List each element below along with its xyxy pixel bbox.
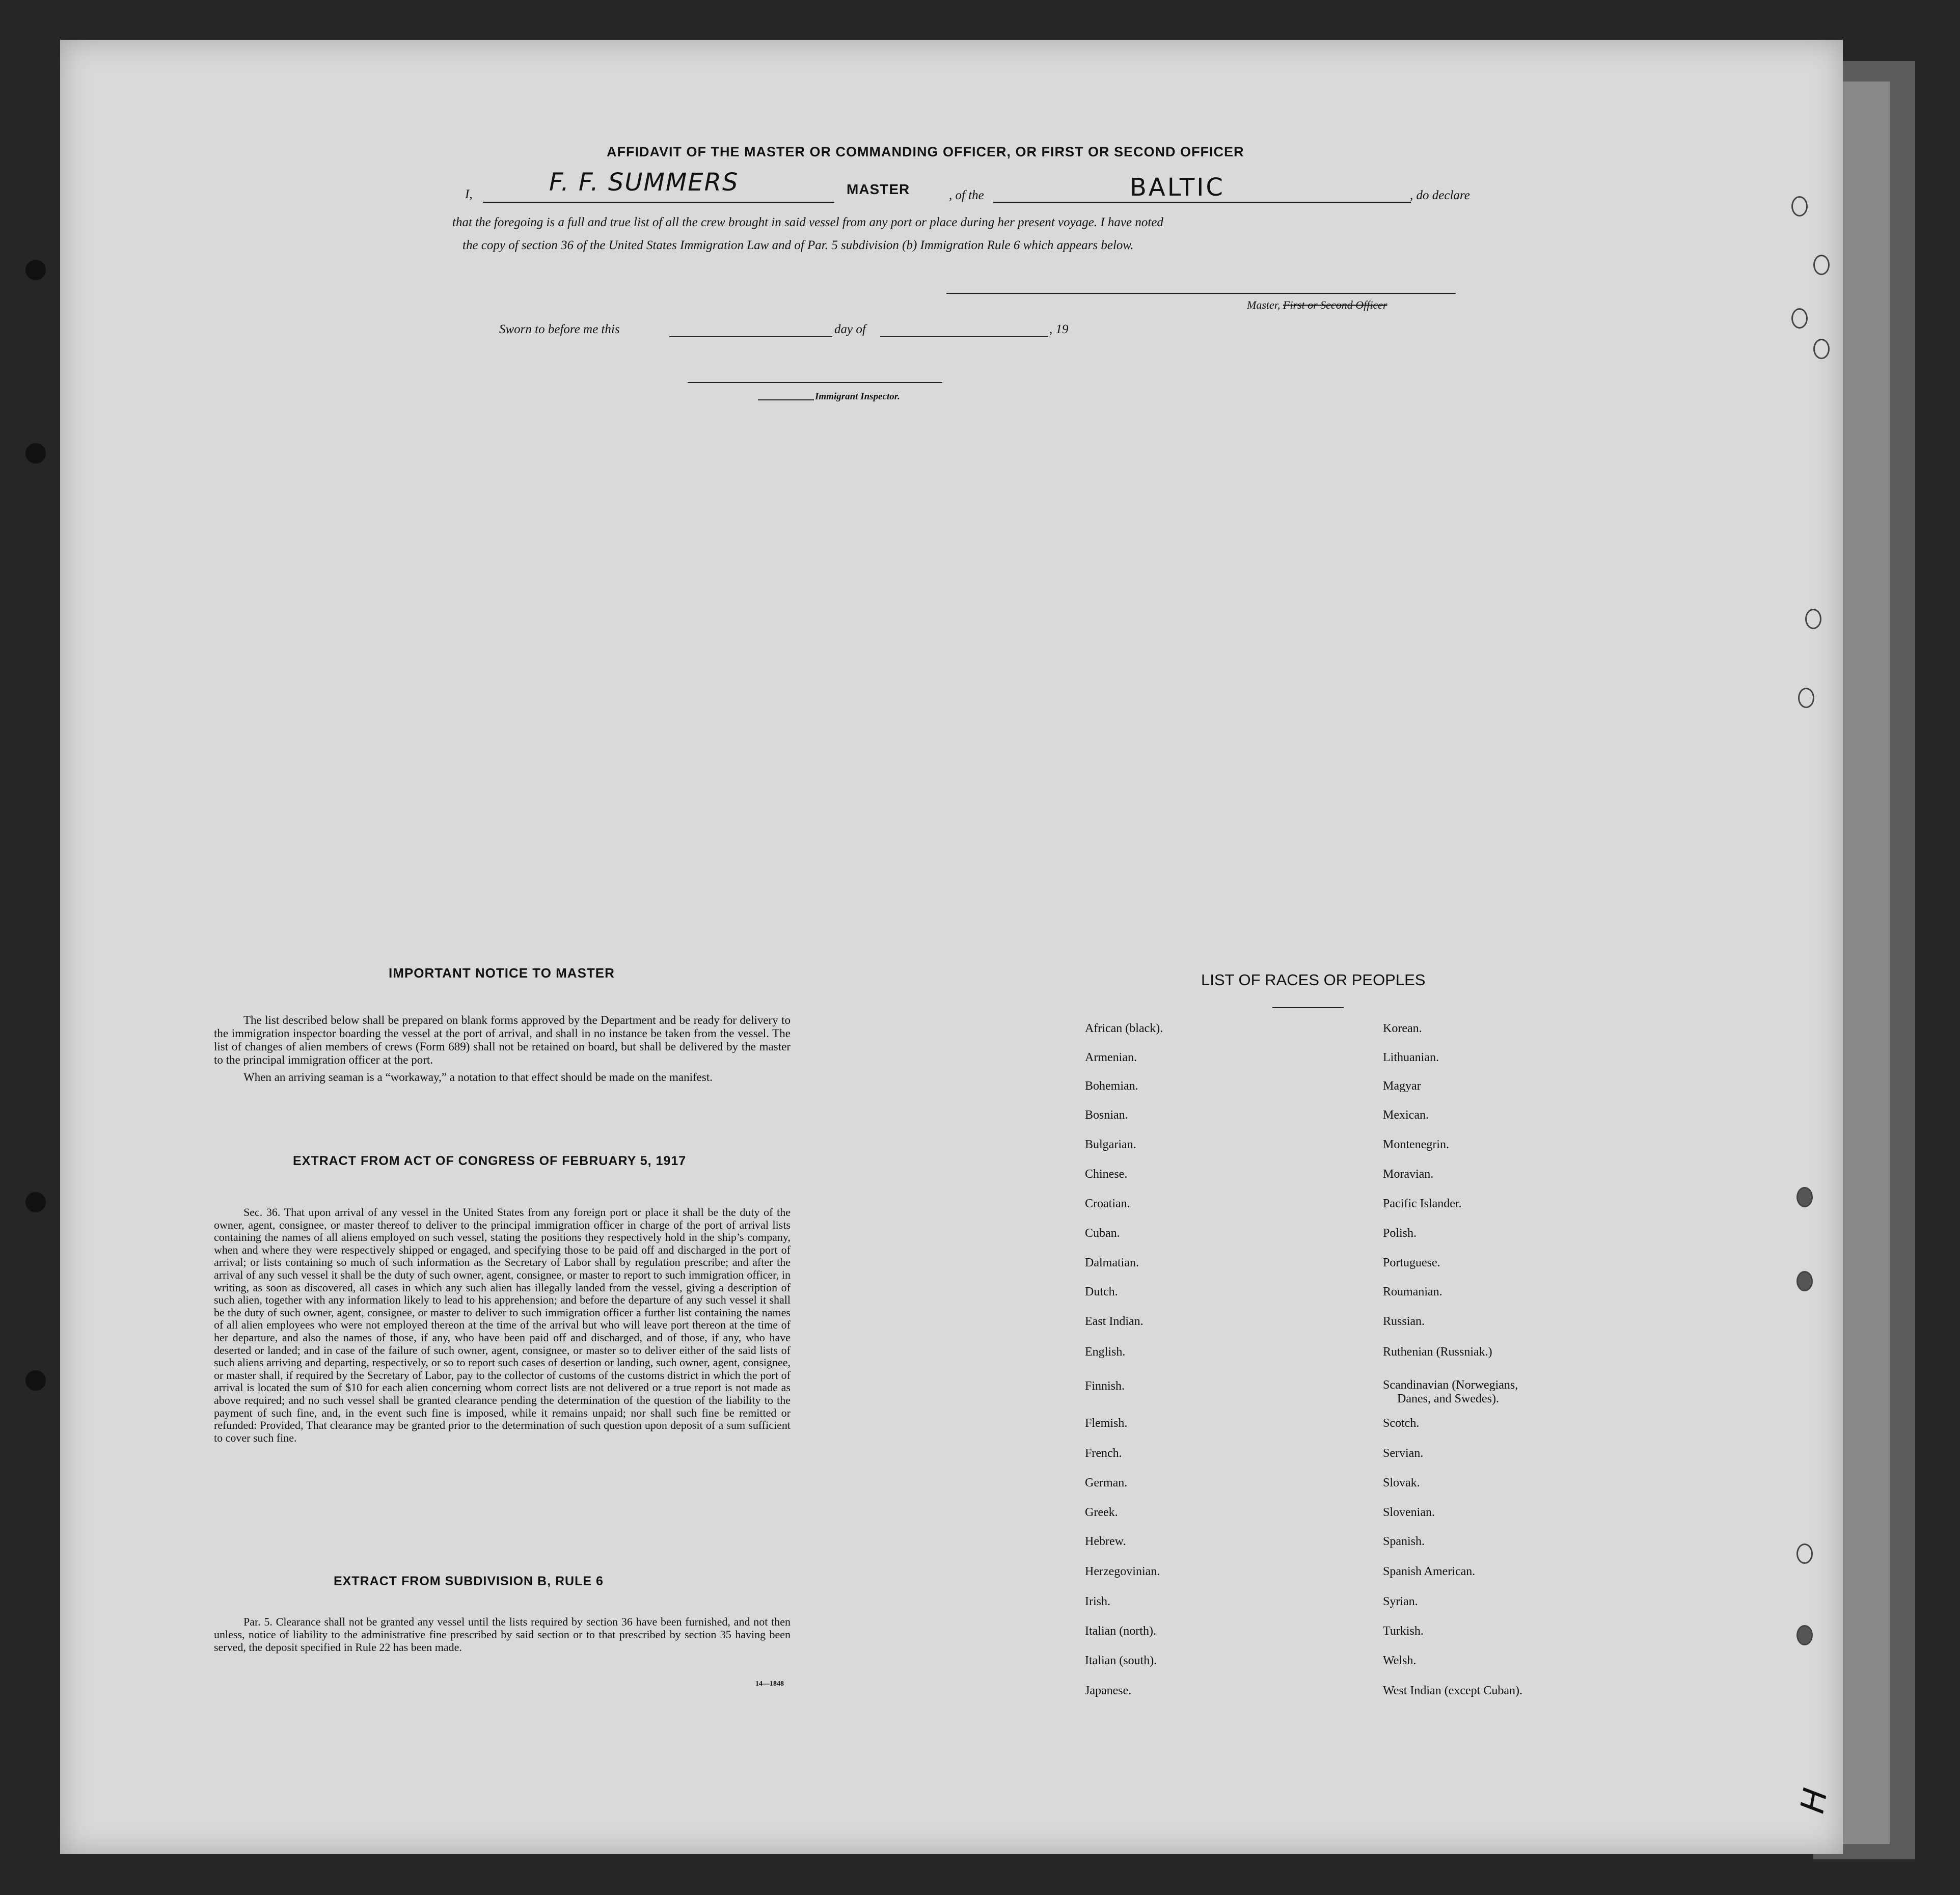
- race-item: Herzegovinian.: [1085, 1565, 1160, 1578]
- race-item: Polish.: [1383, 1227, 1417, 1240]
- race-item: Servian.: [1383, 1447, 1424, 1460]
- notice-paragraph-1: The list described below shall be prepared on blank forms approved by the Department and be ready for delivery to the immigration inspector boarding the vessel at the port of arrival, and shall in no instance be taken from the vessel. The list of changes of alien members of crews (Form 689) shall not be retained on board, but shall be delivered by the master to the principal immigration officer at the port.: [214, 1014, 791, 1066]
- race-item: Lithuanian.: [1383, 1051, 1439, 1064]
- binder-hole: [1798, 688, 1814, 708]
- race-item: Mexican.: [1383, 1108, 1429, 1122]
- margin-mark: H: [1793, 1785, 1835, 1817]
- race-item: Spanish American.: [1383, 1565, 1476, 1578]
- binder-hole: [1796, 1187, 1813, 1207]
- race-item: Syrian.: [1383, 1595, 1418, 1608]
- master-name: F. F. SUMMERS: [549, 168, 739, 197]
- sworn-year: , 19: [1049, 322, 1069, 336]
- race-item: Hebrew.: [1085, 1535, 1126, 1548]
- punch-hole: [25, 1192, 46, 1212]
- race-item: Slovak.: [1383, 1476, 1420, 1490]
- race-item: German.: [1085, 1476, 1128, 1490]
- race-item: Moravian.: [1383, 1168, 1434, 1181]
- sworn-day-label: day of: [834, 322, 866, 336]
- race-item: Turkish.: [1383, 1625, 1424, 1638]
- race-item: French.: [1085, 1447, 1122, 1460]
- affidavit-line-3: the copy of section 36 of the United States Immigration Law and of Par. 5 subdivision (b) Immigration Rule 6 which appears below.: [462, 238, 1134, 252]
- notice-paragraph-2: When an arriving seaman is a “workaway,” a notation to that effect should be made on the manifest.: [243, 1071, 713, 1084]
- race-item: Montenegrin.: [1383, 1138, 1449, 1151]
- name-line: [483, 202, 834, 203]
- race-item: West Indian (except Cuban).: [1383, 1684, 1522, 1697]
- punch-hole: [25, 1370, 46, 1391]
- signature-line: [946, 293, 1456, 294]
- vessel-name: BALTIC: [1130, 173, 1225, 202]
- race-item: Scandinavian (Norwegians,: [1383, 1378, 1518, 1392]
- sworn-month-line: [880, 336, 1048, 337]
- race-item: Dalmatian.: [1085, 1256, 1139, 1269]
- race-item: Russian.: [1383, 1315, 1425, 1328]
- document-page: [60, 40, 1843, 1854]
- race-item: Chinese.: [1085, 1168, 1128, 1181]
- binder-hole: [1813, 339, 1830, 359]
- race-item: Slovenian.: [1383, 1506, 1435, 1519]
- race-item: Roumanian.: [1383, 1285, 1442, 1298]
- race-item: Irish.: [1085, 1595, 1110, 1608]
- race-item: Portuguese.: [1383, 1256, 1440, 1269]
- race-item: Armenian.: [1085, 1051, 1137, 1064]
- affidavit-line-2: that the foregoing is a full and true list of all the crew brought in said vessel from any port or place during her present voyage. I have noted: [452, 215, 1163, 229]
- affidavit-title: AFFIDAVIT OF THE MASTER OR COMMANDING OFFICER, OR FIRST OR SECOND OFFICER: [607, 144, 1244, 159]
- inspector-lead-line: [758, 399, 814, 400]
- signature-caption: Master, First or Second Officer: [1247, 299, 1387, 311]
- races-title-rule: [1272, 1007, 1344, 1008]
- of-the-text: , of the: [949, 188, 984, 202]
- binder-hole: [1805, 609, 1821, 629]
- race-item: Flemish.: [1085, 1417, 1128, 1430]
- binder-hole: [1796, 1625, 1813, 1645]
- race-item-continuation: Danes, and Swedes).: [1397, 1392, 1499, 1405]
- binder-hole: [1796, 1271, 1813, 1291]
- race-item: Bosnian.: [1085, 1108, 1128, 1122]
- extract-rule-body: [214, 1615, 791, 1658]
- affidavit-i-prefix: I,: [465, 187, 473, 201]
- inspector-signature-line: [688, 382, 942, 383]
- extract-act-title: EXTRACT FROM ACT OF CONGRESS OF FEBRUARY 5, 1917: [293, 1154, 687, 1168]
- vessel-line: [993, 202, 1411, 203]
- race-item: East Indian.: [1085, 1315, 1144, 1328]
- binder-hole: [1796, 1544, 1813, 1564]
- binder-hole: [1791, 196, 1808, 216]
- race-item: African (black).: [1085, 1022, 1163, 1035]
- sworn-text: Sworn to before me this: [499, 322, 620, 336]
- race-item: Bulgarian.: [1085, 1138, 1136, 1151]
- binder-hole: [1791, 308, 1808, 329]
- race-item: Italian (north).: [1085, 1625, 1156, 1638]
- race-item: Japanese.: [1085, 1684, 1132, 1697]
- race-item: Greek.: [1085, 1506, 1118, 1519]
- do-declare-text: , do declare: [1410, 188, 1470, 202]
- notice-title: IMPORTANT NOTICE TO MASTER: [389, 965, 615, 981]
- extract-rule-title: EXTRACT FROM SUBDIVISION B, RULE 6: [334, 1574, 604, 1588]
- extract-act-body: [214, 1206, 791, 1448]
- race-item: Italian (south).: [1085, 1654, 1157, 1667]
- race-item: Welsh.: [1383, 1654, 1417, 1667]
- race-item: Bohemian.: [1085, 1079, 1138, 1093]
- binder-hole: [1813, 255, 1830, 275]
- bleed-through-area: [285, 416, 1813, 951]
- race-item: Ruthenian (Russniak.): [1383, 1345, 1492, 1359]
- races-title: LIST OF RACES OR PEOPLES: [1201, 971, 1426, 989]
- race-item: Scotch.: [1383, 1417, 1420, 1430]
- race-item: Finnish.: [1085, 1379, 1125, 1393]
- sworn-day-line: [669, 336, 832, 337]
- inspector-label: Immigrant Inspector.: [815, 391, 900, 402]
- race-item: Dutch.: [1085, 1285, 1118, 1298]
- punch-hole: [25, 260, 46, 280]
- race-item: Croatian.: [1085, 1197, 1130, 1210]
- race-item: Spanish.: [1383, 1535, 1425, 1548]
- race-item: Cuban.: [1085, 1227, 1120, 1240]
- rank-label: MASTER: [847, 181, 910, 197]
- punch-hole: [25, 443, 46, 464]
- extract-act-paragraph: Sec. 36. That upon arrival of any vessel in the United States from any foreign port or place it shall be the duty of the owner, agent, consignee, or master thereof to deliver to the principal immigration officer in charge of the port of arrival lists containing the names of all aliens employed on such vessel, stating the positions they respectively hold in the ship’s company, when and where they were respectively shipped or engaged, and specifying those to be paid off and discharged in the port of arrival; or lists containing so much of such information as the Secretary of Labor shall by regulation prescribe; and after the arrival of any such vessel it shall be the duty of such owner, agent, consignee, or master to report to such immigration officer, in writing, as soon as discovered, all cases in which any such alien has illegally landed from the vessel, giving a description of such alien, together with any information likely to lead to his apprehension; and before the departure of any such vessel it shall be the duty of such owner, agent, consignee, or master to deliver to such immigration officer a further list containing the names of all alien employees who were not employed thereon at the time of the arrival but who will leave port thereon at the time of her departure, and also the names of those, if any, who have been paid off and discharged, and of those, if any, who have deserted or landed; and in case of the failure of such owner, agent, consignee, or master so to deliver either of the said lists of such aliens arriving and departing, respectively, or so to report such cases of desertion or landing, such owner, agent, consignee, or master shall, if required by the Secretary of Labor, pay to the collector of customs of the customs district in which the port of arrival is located the sum of $10 for each alien concerning whom correct lists are not delivered or a true report is not made as above required; and no such vessel shall be granted clearance pending the determination of the question of the liability to the payment of such fine, and, in the event such fine is imposed, while it remains unpaid; nor shall such fine be remitted or refunded: Provided, That clearance may be granted prior to the determination of such question upon deposit of a sum sufficient to cover such fine.: [214, 1206, 791, 1444]
- race-item: Korean.: [1383, 1022, 1422, 1035]
- notice-body: [214, 1014, 791, 1088]
- form-number: 14—1848: [755, 1680, 784, 1688]
- extract-rule-paragraph: Par. 5. Clearance shall not be granted any vessel until the lists required by section 36 have been furnished, and not then unless, notice of liability to the administrative fine prescribed by said section or to that prescribed by section 35 having been served, the deposit specified in Rule 22 has been made.: [214, 1615, 791, 1654]
- race-item: Magyar: [1383, 1079, 1421, 1093]
- race-item: Pacific Islander.: [1383, 1197, 1462, 1210]
- race-item: English.: [1085, 1345, 1126, 1359]
